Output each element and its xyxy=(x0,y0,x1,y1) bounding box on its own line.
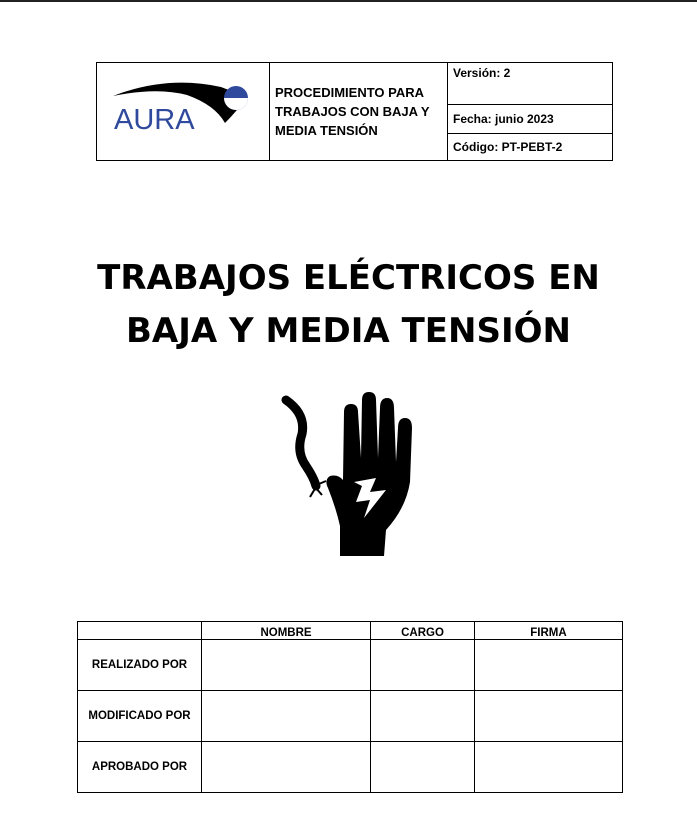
date-field: Fecha: junio 2023 xyxy=(448,105,613,133)
row-label-aprobado: APROBADO POR xyxy=(78,742,202,793)
firma-cell[interactable] xyxy=(475,640,623,691)
column-header-empty xyxy=(78,622,202,640)
table-row xyxy=(78,691,623,742)
cargo-cell[interactable] xyxy=(371,640,475,691)
code-field: Código: PT-PEBT-2 xyxy=(448,133,613,160)
table-row xyxy=(78,742,623,793)
procedure-title-line: TRABAJOS CON BAJA Y xyxy=(275,104,430,119)
electric-shock-hand-icon xyxy=(280,390,420,558)
column-header-firma: FIRMA xyxy=(475,622,623,640)
document-title-line: BAJA Y MEDIA TENSIÓN xyxy=(126,311,571,351)
aura-logo xyxy=(97,63,269,155)
firma-cell[interactable] xyxy=(475,691,623,742)
version-field: Versión: 2 xyxy=(448,63,613,105)
procedure-title-line: PROCEDIMIENTO PARA xyxy=(275,85,425,100)
logo-text: AURA xyxy=(114,104,195,136)
column-header-nombre: NOMBRE xyxy=(202,622,371,640)
procedure-title-line: MEDIA TENSIÓN xyxy=(275,123,378,138)
row-label-realizado: REALIZADO POR xyxy=(78,640,202,691)
firma-cell[interactable] xyxy=(475,742,623,793)
document-title xyxy=(0,252,697,358)
nombre-cell[interactable] xyxy=(202,691,371,742)
logo-cell xyxy=(97,63,270,161)
top-border-line xyxy=(0,0,697,2)
table-row xyxy=(78,640,623,691)
approval-table xyxy=(77,621,623,793)
cargo-cell[interactable] xyxy=(371,691,475,742)
column-header-cargo: CARGO xyxy=(371,622,475,640)
nombre-cell[interactable] xyxy=(202,640,371,691)
approval-header-row xyxy=(78,622,623,640)
document-title-line: TRABAJOS ELÉCTRICOS EN xyxy=(97,258,600,298)
procedure-title xyxy=(270,63,448,161)
cargo-cell[interactable] xyxy=(371,742,475,793)
document-header xyxy=(96,62,613,161)
row-label-modificado: MODIFICADO POR xyxy=(78,691,202,742)
nombre-cell[interactable] xyxy=(202,742,371,793)
